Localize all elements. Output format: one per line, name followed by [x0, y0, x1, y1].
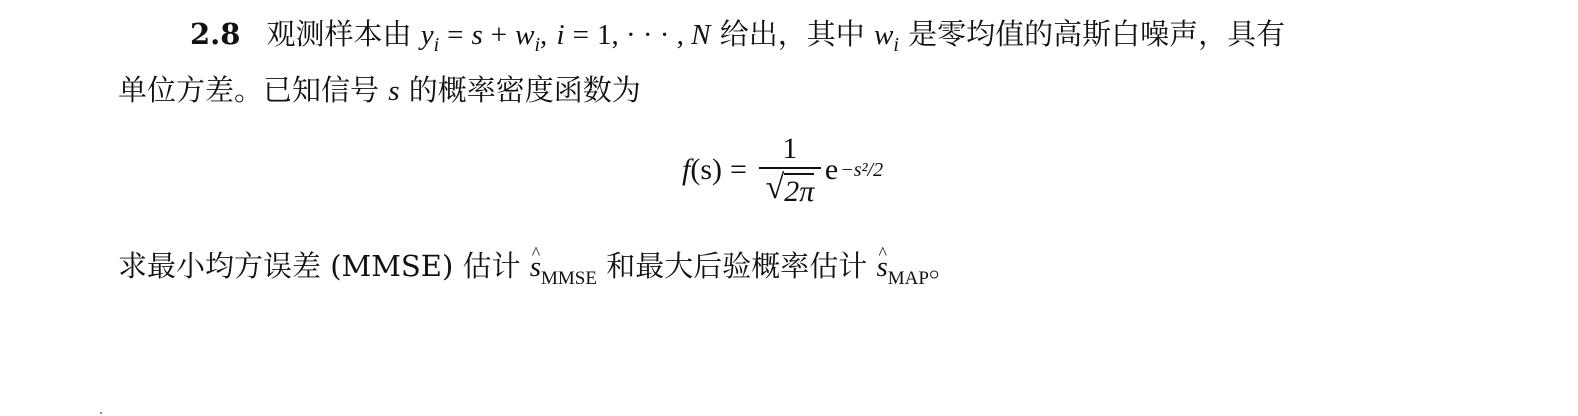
var-y-subscript: i: [433, 34, 440, 56]
plus-sign: +: [490, 19, 508, 51]
sqrt-symbol: √: [765, 169, 785, 206]
map-subscript: MAP: [887, 268, 929, 289]
exp-base: e: [824, 153, 839, 186]
formula-f: f: [682, 153, 691, 186]
formula-equals: =: [730, 153, 747, 186]
problem-line-2: [118, 72, 641, 109]
var-w-noise-subscript: i: [893, 34, 899, 56]
var-N: N: [691, 19, 711, 51]
problem-line-4: [118, 248, 958, 289]
fraction-denominator: [766, 169, 815, 209]
var-s: s: [471, 19, 483, 51]
scan-mark: [100, 412, 102, 414]
formula-arg: (s): [690, 153, 722, 186]
equals-sign: =: [447, 19, 464, 51]
index-range-dots: , · · · ,: [611, 19, 692, 51]
var-w-subscript: i: [534, 34, 541, 56]
fraction-numerator: 1: [782, 132, 798, 165]
formula-fraction: [759, 131, 821, 209]
pdf-text: 的概率密度函数为: [408, 73, 641, 107]
var-w: w: [515, 19, 535, 51]
equals-sign-2: =: [572, 19, 589, 51]
problem-number: 2.8: [190, 17, 241, 51]
pdf-formula: f (s) = 1 √ 2π e −s²/2: [682, 132, 884, 208]
comma: ,: [540, 19, 548, 51]
index-start: 1: [596, 19, 612, 51]
sentence-end: 。: [928, 249, 958, 283]
sqrt-body: 2π: [784, 175, 815, 208]
mmse-subscript: MMSE: [541, 268, 597, 289]
map-question-text: 和最大后验概率估计: [606, 249, 868, 283]
signal-var-s: s: [388, 75, 400, 107]
given-text: 给出，其中: [719, 17, 865, 51]
s-hat-mmse: ^ s: [530, 249, 541, 285]
question-text: 求最小均方误差 (MMSE) 估计: [118, 249, 521, 283]
problem-line-1: [190, 16, 1286, 56]
s-hat-map: ^ s: [876, 249, 887, 285]
noise-description: 是零均值的高斯白噪声，具有: [908, 17, 1286, 51]
var-y: y: [420, 19, 434, 51]
intro-text: 观测样本由: [266, 17, 412, 51]
variance-text: 单位方差。已知信号: [118, 73, 380, 107]
var-i: i: [556, 19, 565, 51]
var-w-noise: w: [873, 19, 894, 51]
